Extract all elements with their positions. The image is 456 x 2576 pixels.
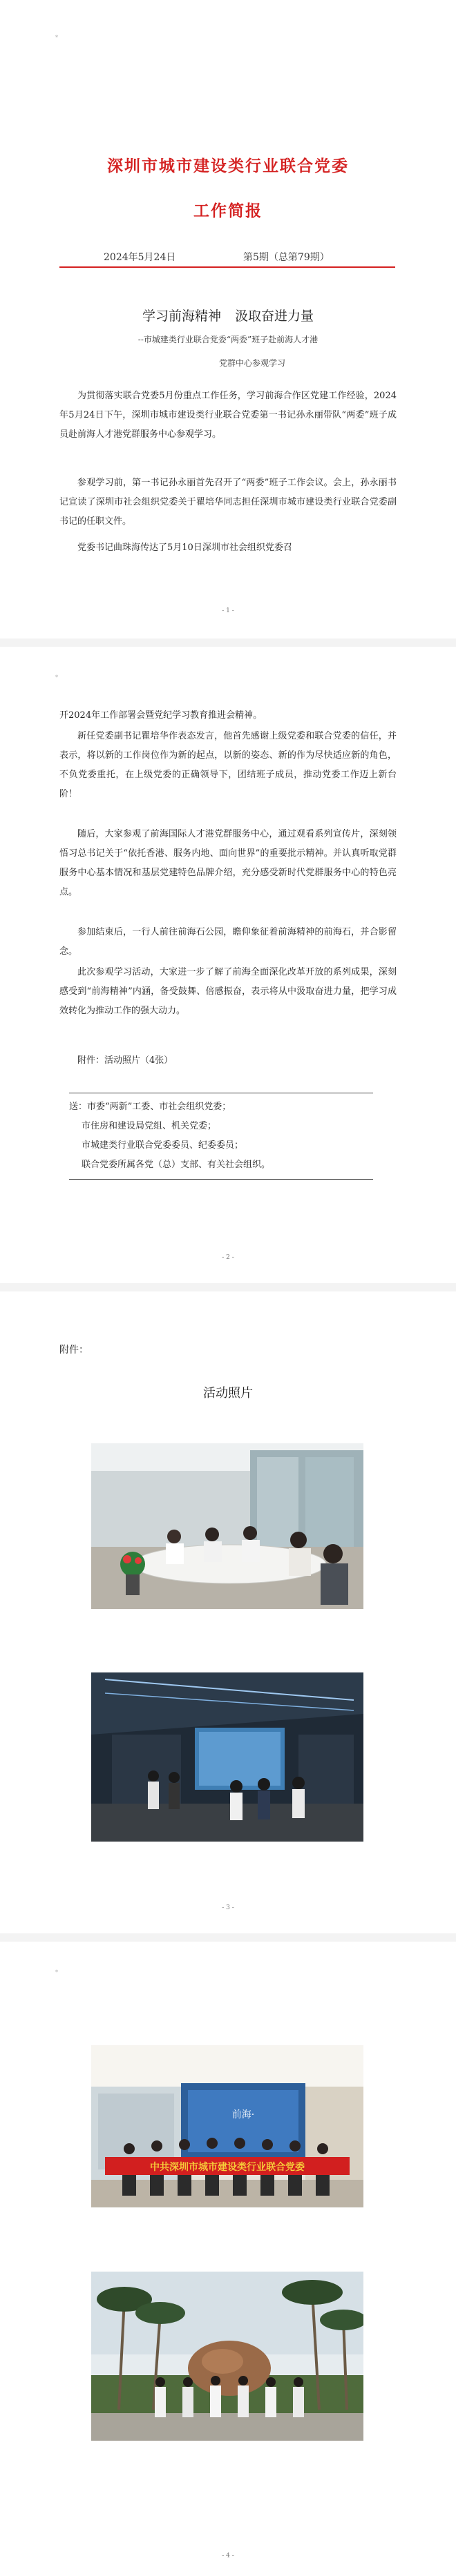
distribution-item: 送：市委“两新”工委、市社会组织党委； (69, 1102, 231, 1112)
bulletin-type-title: 工作简报 (193, 202, 263, 220)
photos-title: 活动照片 (203, 1386, 253, 1401)
article-title-part-b: 汲取奋进力量 (235, 309, 314, 324)
meeting-room-image (91, 1443, 363, 1609)
article-subtitle-line1: --市城建类行业联合党委“两委”班子赴前海人才港 (137, 335, 319, 344)
screen-text: 前海· (231, 2109, 255, 2120)
page-corner-mark: * (55, 35, 58, 41)
photo-qianhai-stone-park (91, 2272, 363, 2441)
page-number: - 3 - (222, 1904, 234, 1911)
bulletin-date: 2024年5月24日 (104, 252, 176, 263)
page-2 (0, 647, 456, 1283)
distribution-item: 市城建类行业联合党委委员、纪委委员； (82, 1140, 244, 1151)
photo-group-banner (91, 2045, 363, 2207)
page-number: - 2 - (222, 1254, 234, 1261)
paragraph-continued: 开2024年工作部署会暨党纪学习教育推进会精神。 (59, 710, 263, 721)
banner-text: 中共深圳市城市建设类行业联合党委 (150, 2162, 305, 2173)
article-subtitle-line2: 党群中心参观学习 (218, 358, 285, 368)
paragraph-statement: 新任党委副书记瞿培华作表态发言，他首先感谢上级党委和联合党委的信任，并表示，将以新的工作岗位作为新的起点，以新的姿态、新的作为尽快适应新的角色，不负党委重托，在上级党委的正确领导下，团结班子成员，推动党委工作迈上新台阶！ (59, 731, 397, 799)
paragraph-intro: 为贯彻落实联合党委5月份重点工作任务，学习前海合作区党建工作经验，2024年5月24日下午，深圳市城市建设类行业联合党委第一书记孙永丽带队“两委”班子成员赴前海人才港党群服务中心参观学习。 (59, 391, 397, 440)
group-banner-image (91, 2045, 363, 2207)
paragraph-convey: 党委书记曲珠海传达了5月10日深圳市社会组织党委召 (77, 543, 292, 553)
photo-exhibition-hall (91, 1672, 363, 1842)
distribution-list (69, 1093, 373, 1180)
bulletin-org-title: 深圳市城市建设类行业联合党委 (107, 157, 349, 175)
page-number: - 1 - (222, 607, 234, 614)
paragraph-park: 参加结束后，一行人前往前海石公园，瞻仰象征着前海精神的前海石，并合影留念。 (59, 927, 397, 957)
paragraph-summary: 此次参观学习活动，大家进一步了解了前海全面深化改革开放的系列成果，深刻感受到“前海精神”内涵，备受鼓舞、倍感振奋，表示将从中汲取奋进力量，把学习成效转化为推动工作的强大动力。 (59, 967, 397, 1016)
page-corner-mark: * (55, 1969, 58, 1975)
red-divider (59, 266, 395, 268)
article-title-part-a: 学习前海精神 (142, 309, 221, 324)
attachment-note: 附件：活动照片（4张） (77, 1055, 173, 1066)
attachment-label: 附件： (59, 1345, 88, 1356)
page-4 (0, 1942, 456, 2576)
page-number: - 4 - (222, 2553, 234, 2559)
distribution-item: 联合党委所属各党（总）支部、有关社会组织。 (82, 1160, 271, 1170)
exhibition-hall-image (91, 1672, 363, 1842)
bulletin-issue: 第5期（总第79期） (243, 252, 330, 263)
paragraph-meeting: 参观学习前，第一书记孙永丽首先召开了“两委”班子工作会议。会上，孙永丽书记宣读了深圳市社会组织党委关于瞿培华同志担任深圳市城市建设类行业联合党委副书记的任职文件。 (59, 478, 397, 527)
photo-meeting-room (91, 1443, 363, 1609)
park-group-image (91, 2272, 363, 2441)
page-3 (0, 1291, 456, 1933)
article-title (0, 306, 456, 324)
page-1 (0, 0, 456, 638)
page-corner-mark: * (55, 674, 58, 681)
paragraph-visit: 随后，大家参观了前海国际人才港党群服务中心，通过观看系列宣传片，深刻领悟习总书记关于“依托香港、服务内地、面向世界”的重要批示精神。并认真听取党群服务中心基本情况和基层党建特色品牌介绍，充分感受新时代党群服务中心的特色亮点。 (59, 829, 397, 897)
distribution-item: 市住房和建设局党组、机关党委； (82, 1121, 217, 1131)
